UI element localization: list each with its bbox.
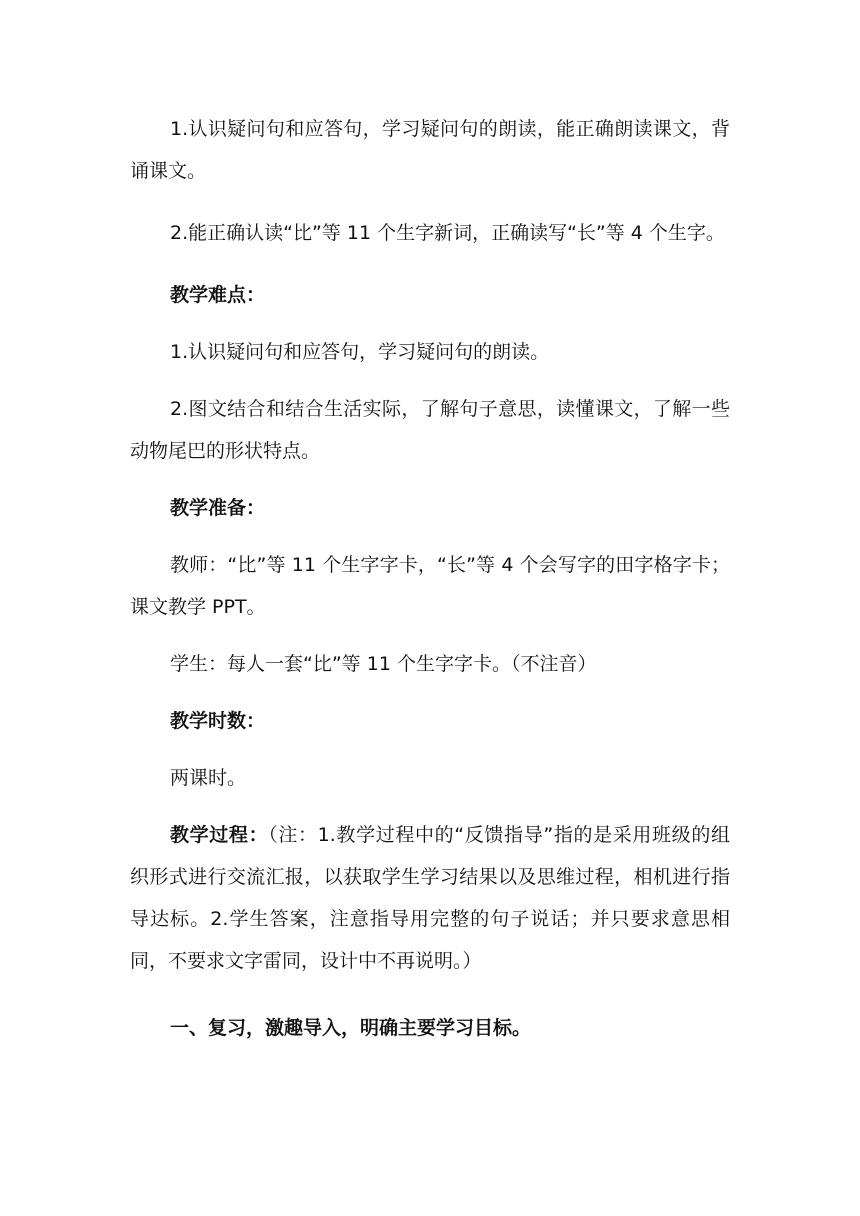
objective-1: 1.认识疑问句和应答句，学习疑问句的朗读，能正确朗读课文，背诵课文。 <box>130 118 730 182</box>
process-heading: 教学过程： <box>170 824 269 846</box>
difficulty-1: 1.认识疑问句和应答句，学习疑问句的朗读。 <box>170 341 550 363</box>
preparation-student: 学生：每人一套“比”等 11 个生字字卡。（不注音） <box>170 653 597 675</box>
preparation-heading: 教学准备： <box>170 497 266 519</box>
document-page <box>130 108 730 1049</box>
difficulty-2: 2.图文结合和结合生活实际，了解句子意思，读懂课文，了解一些动物尾巴的形状特点。 <box>130 398 730 462</box>
section-1-heading: 一、复习，激趣导入，明确主要学习目标。 <box>170 1017 532 1039</box>
hours-heading: 教学时数： <box>170 710 266 732</box>
difficulty-heading: 教学难点： <box>170 284 266 306</box>
process-note: （注：1.教学过程中的“反馈指导”指的是采用班级的组织形式进行交流汇报，以获取学生学习结果以及思维过程，相机进行指导达标。2.学生答案，注意指导用完整的句子说话；并只要求意思相同，不要求文字雷同，设计中不再说明。） <box>130 824 730 972</box>
objective-2: 2.能正确认读“比”等 11 个生字新词，正确读写“长”等 4 个生字。 <box>170 222 725 244</box>
process-paragraph <box>130 814 730 982</box>
hours-value: 两课时。 <box>170 767 247 789</box>
preparation-teacher: 教师：“比”等 11 个生字字卡，“长”等 4 个会写字的田字格字卡；课文教学 PPT。 <box>130 554 730 618</box>
